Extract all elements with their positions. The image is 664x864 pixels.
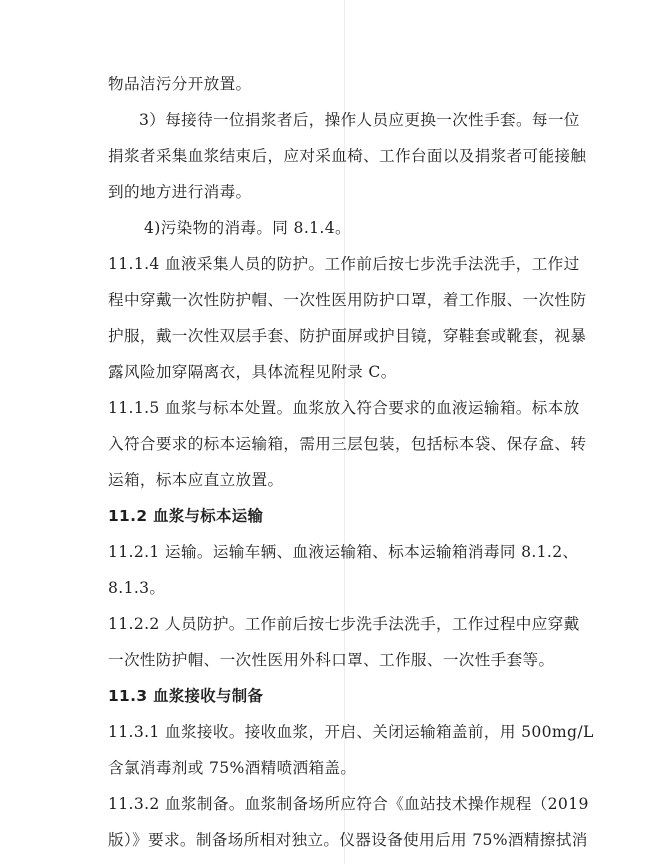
text-line: 4)污染物的消毒。同 8.1.4。 [144, 219, 351, 237]
text-line: 捐浆者采集血浆结束后，应对采血椅、工作台面以及捐浆者可能接触 [108, 147, 587, 165]
text-line: 11.1.4 血液采集人员的防护。工作前后按七步洗手法洗手，工作过 [108, 255, 580, 273]
text-line: 11.2.1 运输。运输车辆、血液运输箱、标本运输箱消毒同 8.1.2、 [108, 543, 579, 561]
text-line: 程中穿戴一次性防护帽、一次性医用防护口罩，着工作服、一次性防 [108, 291, 587, 309]
text-line: 运箱，标本应直立放置。 [108, 471, 284, 489]
text-line: 一次性防护帽、一次性医用外科口罩、工作服、一次性手套等。 [108, 651, 555, 669]
text-line: 3）每接待一位捐浆者后，操作人员应更换一次性手套。每一位 [139, 111, 580, 129]
text-line: 物品洁污分开放置。 [108, 75, 252, 93]
text-line: 入符合要求的标本运输箱，需用三层包装，包括标本袋、保存盒、转 [108, 435, 587, 453]
text-line: 11.3.2 血浆制备。血浆制备场所应符合《血站技术操作规程（2019 [108, 795, 589, 813]
section-heading: 11.2 血浆与标本运输 [108, 507, 264, 525]
text-line: 版）》要求。制备场所相对独立。仪器设备使用后用 75%酒精擦拭消 [108, 831, 588, 849]
text-line: 露风险加穿隔离衣，具体流程见附录 C。 [108, 363, 397, 381]
text-line: 含氯消毒剂或 75%酒精喷洒箱盖。 [108, 759, 357, 777]
text-line: 11.1.5 血浆与标本处置。血浆放入符合要求的血液运输箱。标本放 [108, 399, 580, 417]
text-line: 11.3.1 血浆接收。接收血浆，开启、关闭运输箱盖前，用 500mg/L [108, 723, 594, 741]
text-line: 8.1.3。 [108, 579, 166, 597]
text-line: 护服，戴一次性双层手套、防护面屏或护目镜，穿鞋套或靴套，视暴 [108, 327, 587, 345]
section-heading: 11.3 血浆接收与制备 [108, 687, 264, 705]
text-line: 到的地方进行消毒。 [108, 183, 252, 201]
text-line: 11.2.2 人员防护。工作前后按七步洗手法洗手，工作过程中应穿戴 [108, 615, 580, 633]
